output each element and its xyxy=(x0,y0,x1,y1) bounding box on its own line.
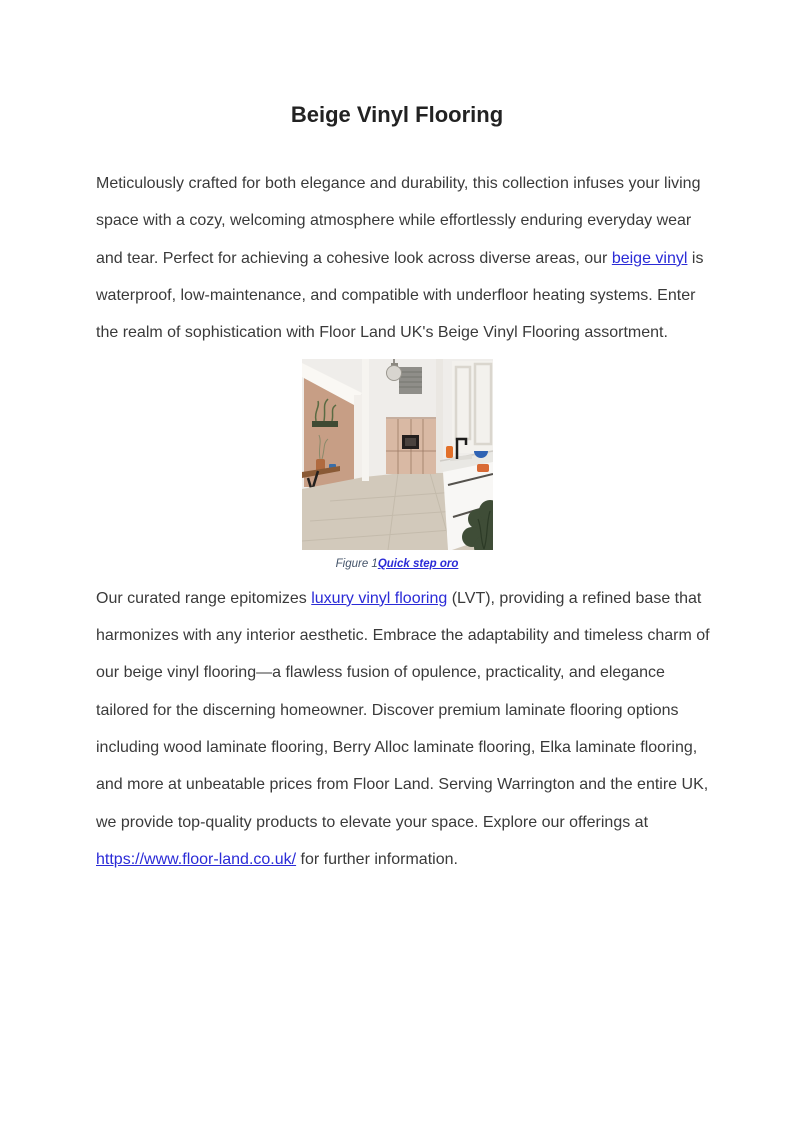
figure-caption xyxy=(0,557,794,572)
inline-link[interactable]: beige vinyl xyxy=(611,249,688,267)
paragraph-text: for further information. xyxy=(296,851,458,869)
kitchen-photo-image xyxy=(302,359,493,550)
body-paragraph-2 xyxy=(96,580,714,879)
paragraph-text: (LVT), providing a refined base that harmonizes with any interior aesthetic. Embrace the adaptability and timeless charm of our beige vinyl flooring—a flawless fusion of opulence, practicality, and elegance tailored for the discerning homeowner. Discover premium laminate flooring options including wood laminate flooring, Berry Alloc laminate flooring, Elka laminate flooring, and more at unbeatable prices from Floor Land. Serving Warrington and the entire UK, we provide top-quality products to elevate your space. Explore our offerings at xyxy=(96,589,710,831)
paragraph-text: Our curated range epitomizes xyxy=(96,589,312,607)
figure xyxy=(0,359,794,572)
body-paragraph-1 xyxy=(96,165,714,352)
figure-caption-label: Figure 1 xyxy=(335,557,378,570)
inline-link[interactable]: luxury vinyl flooring xyxy=(311,589,448,607)
paragraph-text: is waterproof, low-maintenance, and compatible with underfloor heating systems. Enter the realm of sophistication with Floor Land UK's Beige Vinyl Flooring assortment. xyxy=(96,249,704,342)
inline-link[interactable]: https://www.floor-land.co.uk/ xyxy=(96,851,297,869)
figure-caption-link[interactable]: Quick step oro xyxy=(377,557,459,570)
paragraph-text: Meticulously crafted for both elegance and durability, this collection infuses your living space with a cozy, welcoming atmosphere while effortlessly enduring everyday wear and tear. Perfect for achieving a cohesive look across diverse areas, our xyxy=(96,175,701,267)
document-title: Beige Vinyl Flooring xyxy=(290,102,504,127)
